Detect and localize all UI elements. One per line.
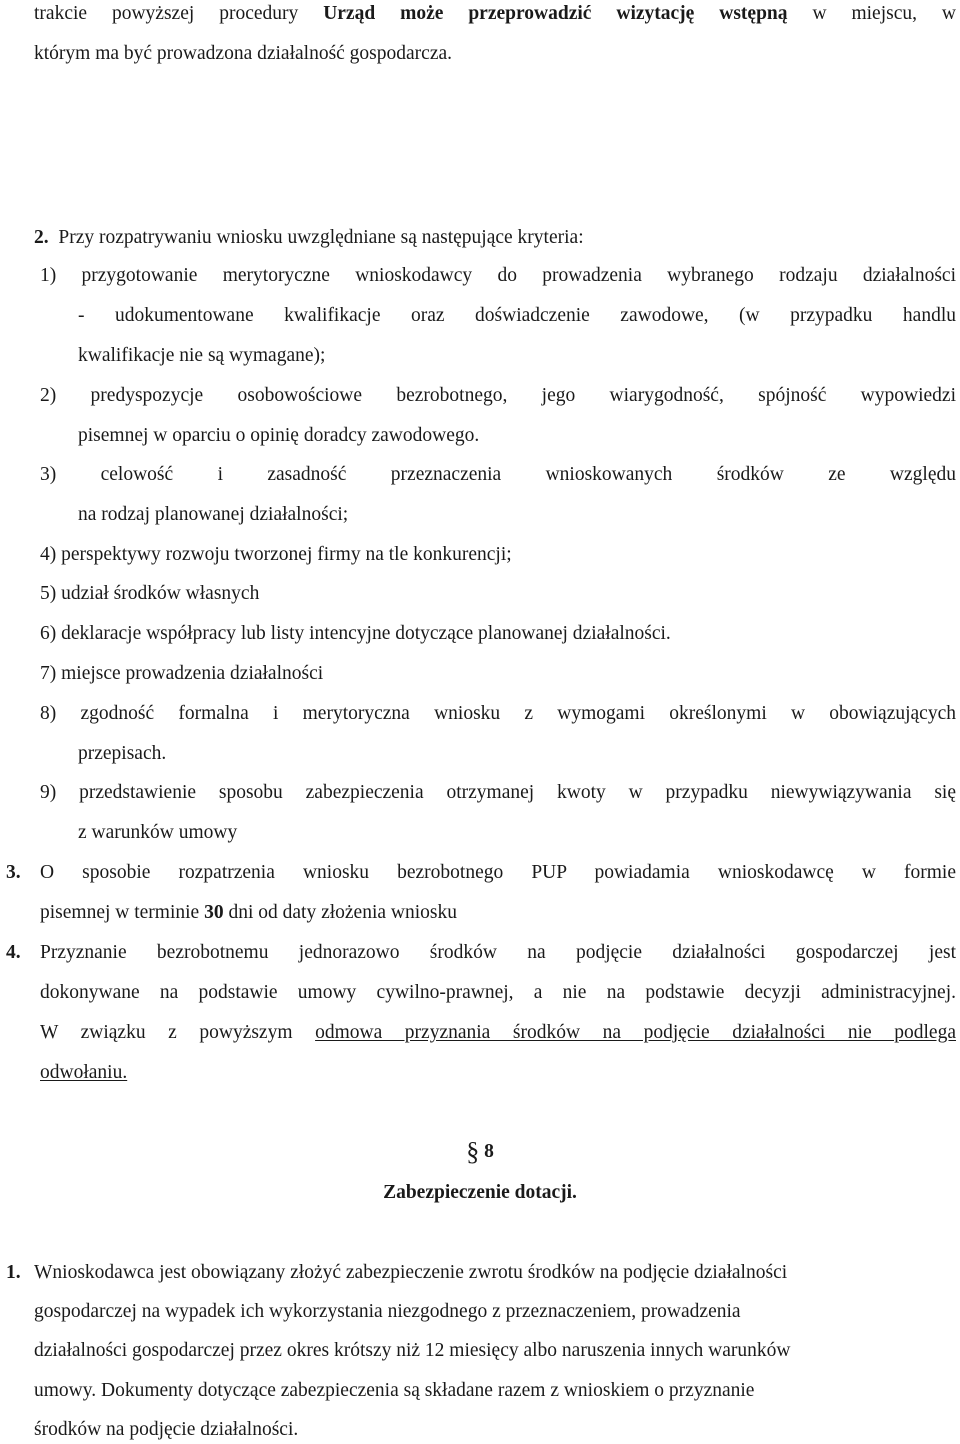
section-number (0, 1137, 960, 1166)
point4-number (6, 941, 21, 965)
intro-bold-text: Urząd może przeprowadzić wizytację wstępną (323, 3, 788, 24)
criterion-4: 4) perspektywy rozwoju tworzonej firmy na tle konkurencji; (40, 544, 512, 565)
criterion-9-line-2: z warunków umowy (78, 822, 238, 843)
s8-point1-line-3: działalności gospodarczej przez okres krótszy niż 12 miesięcy albo naruszenia innych warunków (34, 1340, 791, 1361)
criterion-8-line-1: 8) zgodność formalna i merytoryczna wniosku z wymogami określonymi w obowiązujących (40, 703, 956, 724)
section-number-text: 8 (484, 1141, 494, 1162)
point4-number-text: 4. (6, 942, 21, 963)
s8-point1-number-text: 1. (6, 1262, 21, 1283)
point3-number-text: 3. (6, 862, 21, 883)
s8-point1-line-2: gospodarczej na wypadek ich wykorzystania niezgodnego z przeznaczeniem, prowadzenia (34, 1301, 741, 1322)
point4-line-2: dokonywane na podstawie umowy cywilno-prawnej, a nie na podstawie decyzji administracyjnej. (40, 982, 956, 1003)
criterion-1-line-2: - udokumentowane kwalifikacje oraz doświadczenie zawodowe, (w przypadku handlu (78, 305, 956, 326)
criterion-8-line-2: przepisach. (78, 743, 167, 764)
criterion-3-line-2: na rodzaj planowanej działalności; (78, 504, 349, 525)
criterion-6: 6) deklaracje współpracy lub listy intencyjne dotyczące planowanej działalności. (40, 623, 671, 644)
criterion-2-line-1: 2) predyspozycje osobowościowe bezrobotnego, jego wiarygodność, spójność wypowiedzi (40, 385, 956, 406)
criterion-7: 7) miejsce prowadzenia działalności (40, 663, 324, 684)
point4-line-3 (40, 1021, 956, 1045)
point3-days: 30 (204, 902, 224, 923)
intro-text: trakcie powyższej procedury (34, 3, 324, 24)
intro-line-2: którym ma być prowadzona działalność gospodarcza. (34, 43, 453, 64)
criterion-2-line-2: pisemnej w oparciu o opinię doradcy zawodowego. (78, 425, 480, 446)
section-symbol: § (466, 1137, 480, 1166)
point2-number: 2. (34, 227, 49, 248)
criterion-9-line-1: 9) przedstawienie sposobu zabezpieczenia otrzymanej kwoty w przypadku niewywiązywania się (40, 782, 956, 803)
s8-point1-line-4: umowy. Dokumenty dotyczące zabezpieczenia są składane razem z wnioskiem o przyznanie (34, 1380, 755, 1401)
point2-heading-text: Przy rozpatrywaniu wniosku uwzględniane są następujące kryteria: (58, 227, 584, 248)
s8-point1-line-5: środków na podjęcie działalności. (34, 1419, 299, 1440)
s8-point1-line-1: Wnioskodawca jest obowiązany złożyć zabezpieczenie zwrotu środków na podjęcie działalności (34, 1262, 788, 1283)
intro-text-end: w miejscu, w (787, 3, 956, 24)
point3-line-1: O sposobie rozpatrzenia wniosku bezrobotnego PUP powiadamia wnioskodawcę w formie (40, 862, 956, 883)
point4-underlined-text: odmowa przyznania środków na podjęcie działalności nie podlega (315, 1022, 956, 1043)
point4-underlined-end: odwołaniu. (40, 1062, 128, 1083)
section-title: Zabezpieczenie dotacji. (383, 1182, 577, 1203)
point4-line-1: Przyznanie bezrobotnemu jednorazowo środków na podjęcie działalności gospodarczej jest (40, 942, 956, 963)
criterion-5: 5) udział środków własnych (40, 583, 260, 604)
intro-line-1 (34, 2, 956, 26)
point3-number (6, 861, 21, 885)
point4-line-4 (40, 1061, 127, 1085)
criterion-1-line-3: kwalifikacje nie są wymagane); (78, 345, 326, 366)
point4-text: W związku z powyższym (40, 1022, 316, 1043)
s8-point1-number (6, 1261, 21, 1285)
point3-text: pisemnej w terminie (40, 902, 205, 923)
point2-heading (34, 226, 584, 250)
criterion-3-line-1: 3) celowość i zasadność przeznaczenia wnioskowanych środków ze względu (40, 464, 956, 485)
point3-text-end: dni od daty złożenia wniosku (223, 902, 458, 923)
point3-line-2 (40, 901, 457, 925)
criterion-1-line-1: 1) przygotowanie merytoryczne wnioskodawcy do prowadzenia wybranego rodzaju działalności (40, 265, 956, 286)
